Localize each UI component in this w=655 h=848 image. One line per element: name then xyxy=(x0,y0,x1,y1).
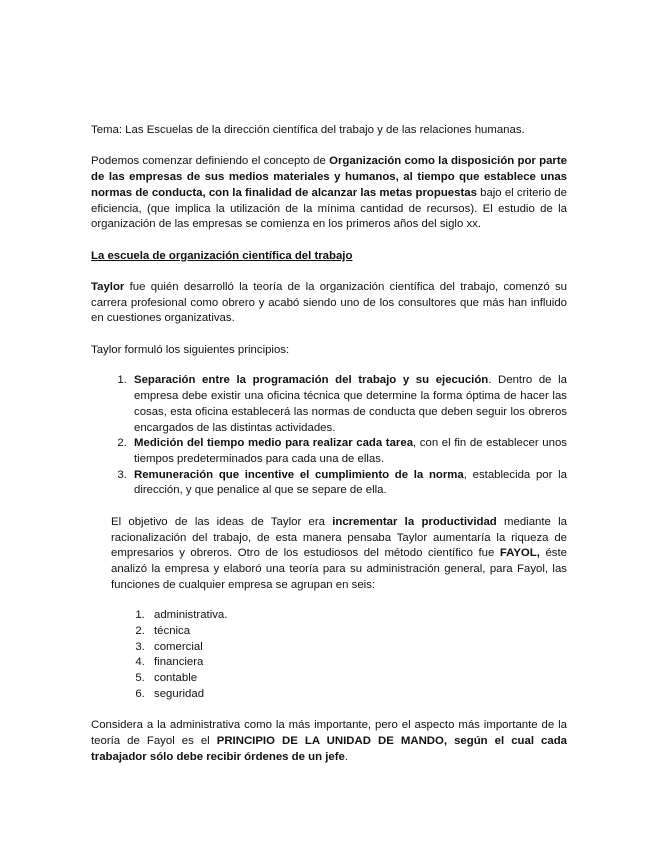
principle-title: Remuneración que incentive el cumplimiento de la norma xyxy=(134,468,464,481)
taylor-text: fue quién desarrolló la teoría de la organización científica del trabajo, comenzó su carrera profesional como obrero y acabó siendo uno de los consultores que más han influido en cuestiones organizativas. xyxy=(91,280,567,325)
objective-text-1: El objetivo de las ideas de Taylor era xyxy=(111,515,333,528)
principles-intro: Taylor formuló los siguientes principios: xyxy=(91,343,290,356)
organization-definition: Organización como la disposición por parte de las empresas de sus medios materiales y humanos, al tiempo que establece unas normas de conducta, con la finalidad de alcanzar las metas propuestas xyxy=(91,155,567,199)
function-item: 3. comercial xyxy=(148,640,567,656)
conclusion-text-1: Considera a la administrativa como la más importante, pero el aspecto más importante de la teoría de Fayol es el xyxy=(91,719,567,747)
fayol-name: FAYOL, xyxy=(499,547,540,560)
intro-text-1: Podemos comenzar definiendo el concepto de xyxy=(91,155,330,168)
function-item: 2. técnica xyxy=(148,624,567,640)
function-item: 5. contable xyxy=(148,671,567,687)
principle-text: . Dentro de la empresa debe existir una oficina técnica que determine la forma óptima de hacer las cosas, esta oficina establecerá las normas de conducta que deben seguir los obreros encargados de las distintas actividades. xyxy=(134,374,567,434)
intro-text-2: bajo el criterio de eficiencia, (que implica la utilización de la mínima cantidad de recursos). El estudio de la organización de las empresas se comienza en los primeros años del siglo xx. xyxy=(91,186,567,231)
principle-text: , establecida por la dirección, y que penalice al que se separe de ella. xyxy=(134,468,567,497)
principle-title: Separación entre la programación del trabajo y su ejecución xyxy=(134,374,489,387)
conclusion-paragraph xyxy=(91,718,567,765)
conclusion-text-2: . xyxy=(344,750,348,763)
topic-line: Tema: Las Escuelas de la dirección científica del trabajo y de las relaciones humanas. xyxy=(91,124,525,136)
principle-text: , con el fin de establecer unos tiempos predeterminados para cada una de ellas. xyxy=(134,437,567,465)
productivity-emphasis: incrementar la productividad xyxy=(332,515,497,528)
section-heading: La escuela de organización científica del trabajo xyxy=(91,249,353,262)
function-item: 1. administrativa. xyxy=(148,608,567,624)
principle-item xyxy=(130,373,567,436)
principle-title: Medición del tiempo medio para realizar cada tarea xyxy=(134,437,414,450)
unity-of-command-principle: PRINCIPIO DE LA UNIDAD DE MANDO, según el cual cada trabajador sólo debe recibir órdenes de un jefe xyxy=(91,734,567,763)
functions-list xyxy=(91,608,567,702)
intro-paragraph xyxy=(91,154,567,233)
objective-text-3: éste analizó la empresa y elaboró una teoría para su administración general, para Fayol, las funciones de cualquier empresa se agrupan en seis: xyxy=(111,547,567,591)
taylor-name: Taylor xyxy=(91,280,125,293)
principles-list xyxy=(91,373,567,499)
taylor-paragraph xyxy=(91,280,567,327)
principle-item xyxy=(130,436,567,467)
function-item: 6. seguridad xyxy=(148,687,567,703)
function-item: 4. financiera xyxy=(148,655,567,671)
objective-paragraph xyxy=(111,515,567,594)
objective-text-2: mediante la racionalización del trabajo, de esta manera pensaba Taylor aumentaría la riqueza de empresarios y obreros. Otro de los estudiosos del método científico fue xyxy=(111,515,567,560)
principle-item xyxy=(130,468,567,499)
